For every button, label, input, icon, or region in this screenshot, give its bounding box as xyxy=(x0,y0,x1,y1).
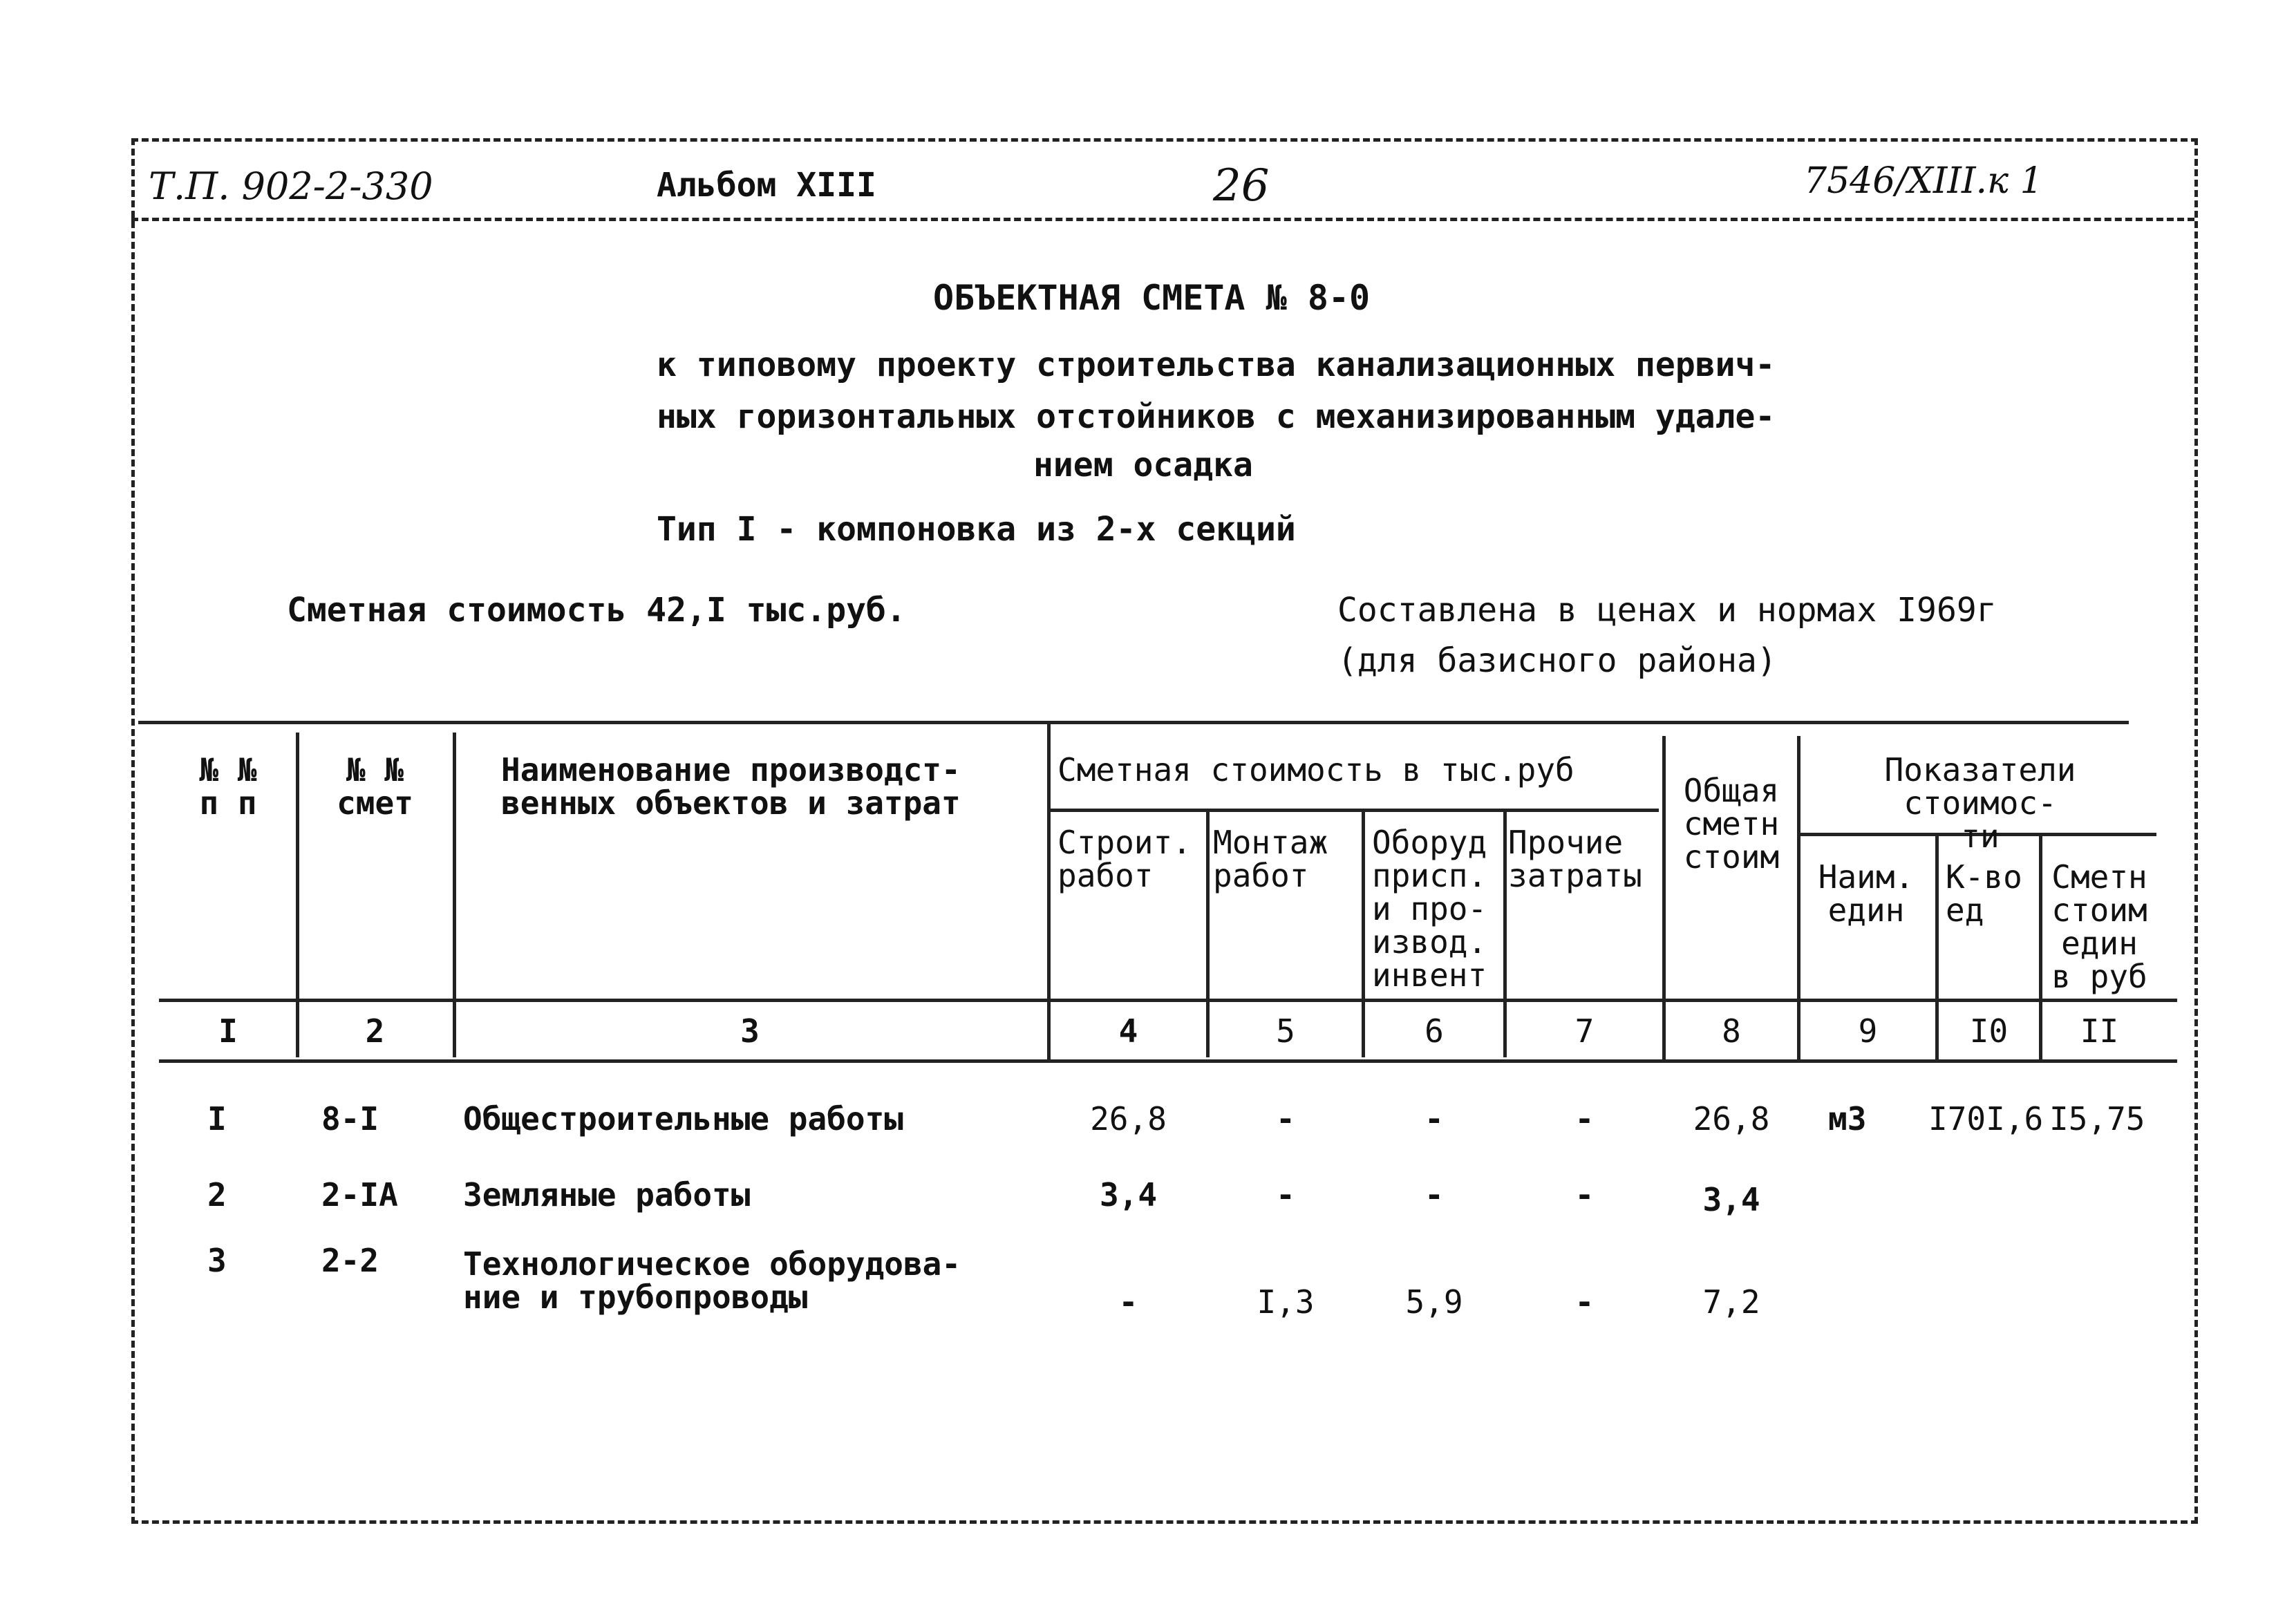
header-cost-group: Сметная стоимость в тыс.руб xyxy=(1057,751,1574,789)
other-cost: - xyxy=(1574,1100,1595,1137)
col-sep-3 xyxy=(1047,721,1051,1059)
col-sep-2 xyxy=(453,733,456,1057)
estimate-number: 8-I xyxy=(321,1100,379,1137)
row-number: I xyxy=(207,1100,227,1137)
object-name: Общестроительные работы xyxy=(463,1100,903,1137)
equipment-cost: - xyxy=(1424,1100,1444,1137)
document-subtitle-1: к типовому проекту строительства канализационных первич- xyxy=(657,346,1776,384)
estimate-number: 2-2 xyxy=(321,1242,379,1279)
page-number: 26 xyxy=(1213,160,1270,211)
column-number-2: 2 xyxy=(365,1012,385,1050)
prices-basis: Составлена в ценах и нормах I969г xyxy=(1337,591,1997,630)
document-subtitle-2: ных горизонтальных отстойников с механизированным удале- xyxy=(657,397,1776,436)
header-equipment: Оборуд присп. и про- извод. инвент xyxy=(1372,824,1487,994)
column-number-11: II xyxy=(2080,1012,2119,1050)
document-subtitle-3: нием осадка xyxy=(1033,446,1253,484)
column-number-3: 3 xyxy=(740,1012,760,1050)
construction-cost: - xyxy=(1118,1283,1138,1321)
header-indicators-group: Показатели стоимос- ти xyxy=(1884,751,2076,855)
header-divider xyxy=(131,218,2194,221)
header-row-number: № № п п xyxy=(199,751,257,822)
header-unit-cost: Сметн стоим един в руб xyxy=(2051,858,2147,995)
header-total-cost: Общая сметн стоим xyxy=(1683,772,1780,876)
header-estimate-number: № № смет xyxy=(337,751,413,822)
total-cost: 7,2 xyxy=(1702,1283,1760,1321)
table-header-rule xyxy=(159,999,2177,1002)
column-number-4: 4 xyxy=(1118,1012,1138,1050)
unit-name: м3 xyxy=(1828,1100,1867,1137)
col-sep-1 xyxy=(296,733,299,1057)
column-number-9: 9 xyxy=(1858,1012,1878,1050)
type-line: Тип I - компоновка из 2-х секций xyxy=(657,510,1296,549)
column-number-5: 5 xyxy=(1276,1012,1295,1050)
album-label: Альбом XIII xyxy=(657,166,876,205)
installation-cost: - xyxy=(1276,1176,1295,1214)
header-unit-name: Наим. един xyxy=(1818,858,1915,929)
object-name: Технологическое оборудова- ние и трубопроводы xyxy=(463,1245,961,1316)
other-cost: - xyxy=(1574,1176,1595,1214)
header-other-costs: Прочие затраты xyxy=(1508,824,1642,894)
unit-cost: I5,75 xyxy=(2049,1100,2145,1137)
quantity: I70I,6 xyxy=(1928,1100,2044,1137)
other-cost: - xyxy=(1574,1283,1595,1321)
row-number: 3 xyxy=(207,1242,227,1279)
installation-cost: - xyxy=(1276,1100,1295,1137)
inventory-number: 7546/XIII.к 1 xyxy=(1804,160,2043,202)
column-number-6: 6 xyxy=(1424,1012,1444,1050)
table-numbers-rule xyxy=(159,1059,2177,1063)
prices-region: (для базисного района) xyxy=(1337,641,1777,680)
estimate-number: 2-IА xyxy=(321,1176,398,1214)
column-number-8: 8 xyxy=(1722,1012,1741,1050)
object-name: Земляные работы xyxy=(463,1176,751,1214)
header-object-name: Наименование производст- венных объектов и затрат xyxy=(501,751,961,822)
document-title: ОБЪЕКТНАЯ СМЕТА № 8-0 xyxy=(933,278,1371,318)
equipment-cost: 5,9 xyxy=(1405,1283,1463,1321)
header-construction-works: Строит. работ xyxy=(1057,824,1192,894)
equipment-cost: - xyxy=(1424,1176,1444,1214)
column-number-10: I0 xyxy=(1969,1012,2009,1050)
row-number: 2 xyxy=(207,1176,227,1214)
estimated-cost: Сметная стоимость 42,I тыс.руб. xyxy=(287,591,906,630)
header-installation-works: Монтаж работ xyxy=(1213,824,1328,894)
cost-group-rule xyxy=(1051,809,1659,812)
construction-cost: 26,8 xyxy=(1090,1100,1167,1137)
total-cost: 26,8 xyxy=(1693,1100,1770,1137)
column-number-7: 7 xyxy=(1574,1012,1595,1050)
table-top-rule xyxy=(138,721,2129,724)
construction-cost: 3,4 xyxy=(1099,1176,1158,1214)
column-number-1: I xyxy=(218,1012,238,1050)
project-code: Т.П. 902-2-330 xyxy=(149,164,433,208)
header-quantity: К-во ед xyxy=(1946,858,2022,929)
total-cost: 3,4 xyxy=(1702,1181,1760,1218)
installation-cost: I,3 xyxy=(1257,1283,1315,1321)
